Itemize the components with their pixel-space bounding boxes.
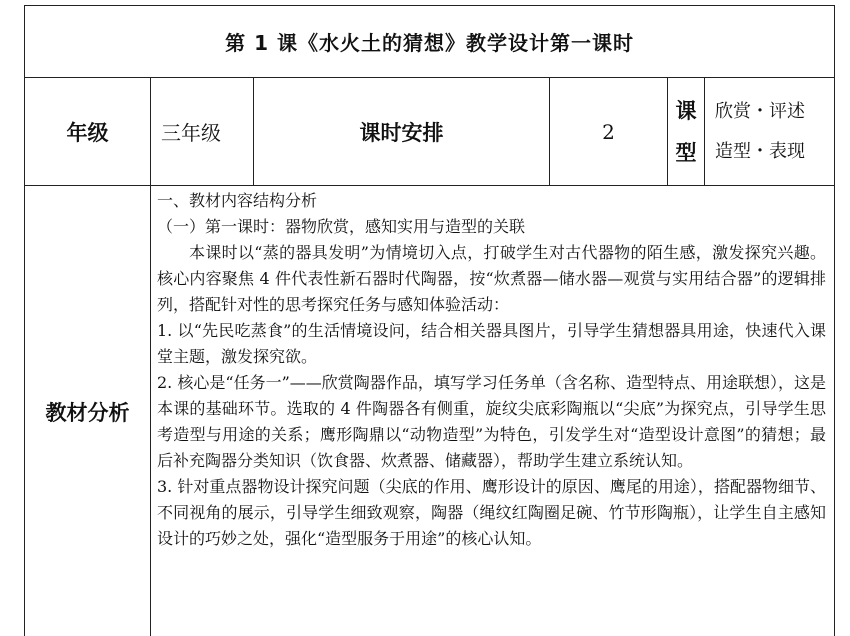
- analysis-paragraph: 本课时以“蒸的器具发明”为情境切入点，打破学生对古代器物的陌生感，激发探究兴趣。核心内容聚焦 4 件代表性新石器时代陶器，按“炊煮器—储水器—观赏与实用结合器”的逻辑排列，搭配针对性的思考探究任务与感知体验活动：: [157, 243, 827, 314]
- analysis-label: 教材分析: [25, 186, 151, 636]
- schedule-value: 2: [550, 78, 668, 186]
- type-label: [668, 78, 705, 186]
- analysis-list-item: 2. 核心是“任务一”——欣赏陶器作品，填写学习任务单（含名称、造型特点、用途联想），这是本课的基础环节。选取的 4 件陶器各有侧重，旋纹尖底彩陶瓶以“尖底”为探究点，引导学生思考造型与用途的关系；鹰形陶鼎以“动物造型”为特色，引发学生对“造型设计意图”的猜想；最后补充陶器分类知识（饮食器、炊煮器、储藏器），帮助学生建立系统认知。: [157, 373, 827, 470]
- grade-label: 年级: [25, 78, 151, 186]
- document-title: 第 1 课《水火土的猜想》教学设计第一课时: [25, 6, 835, 78]
- analysis-text: [157, 188, 826, 552]
- analysis-row: [25, 186, 835, 636]
- analysis-content: [151, 186, 835, 636]
- type-label-char: 型: [675, 140, 697, 165]
- info-row: [25, 78, 835, 186]
- analysis-list-item: 1. 以“先民吃蒸食”的生活情境设问，结合相关器具图片，引导学生猜想器具用途，快速代入课堂主题，激发探究欲。: [157, 321, 827, 366]
- type-value-item: 造型・表现: [715, 140, 805, 162]
- type-label-char: 课: [675, 98, 697, 123]
- title-row: [25, 6, 835, 78]
- subsection-heading: （一）第一课时：器物欣赏，感知实用与造型的关联: [157, 217, 526, 236]
- lesson-plan-table: [24, 5, 835, 636]
- grade-value: 三年级: [151, 78, 254, 186]
- type-values: [705, 78, 835, 186]
- analysis-list-item: 3. 针对重点器物设计探究问题（尖底的作用、鹰形设计的原因、鹰尾的用途），搭配器物细节、不同视角的展示，引导学生细致观察，陶器（绳纹红陶圈足碗、竹节形陶瓶），让学生自主感知设计的巧妙之处，强化“造型服务于用途”的核心认知。: [157, 477, 827, 548]
- type-value-item: 欣赏・评述: [715, 100, 805, 122]
- schedule-label: 课时安排: [254, 78, 550, 186]
- section-heading: 一、教材内容结构分析: [157, 191, 318, 210]
